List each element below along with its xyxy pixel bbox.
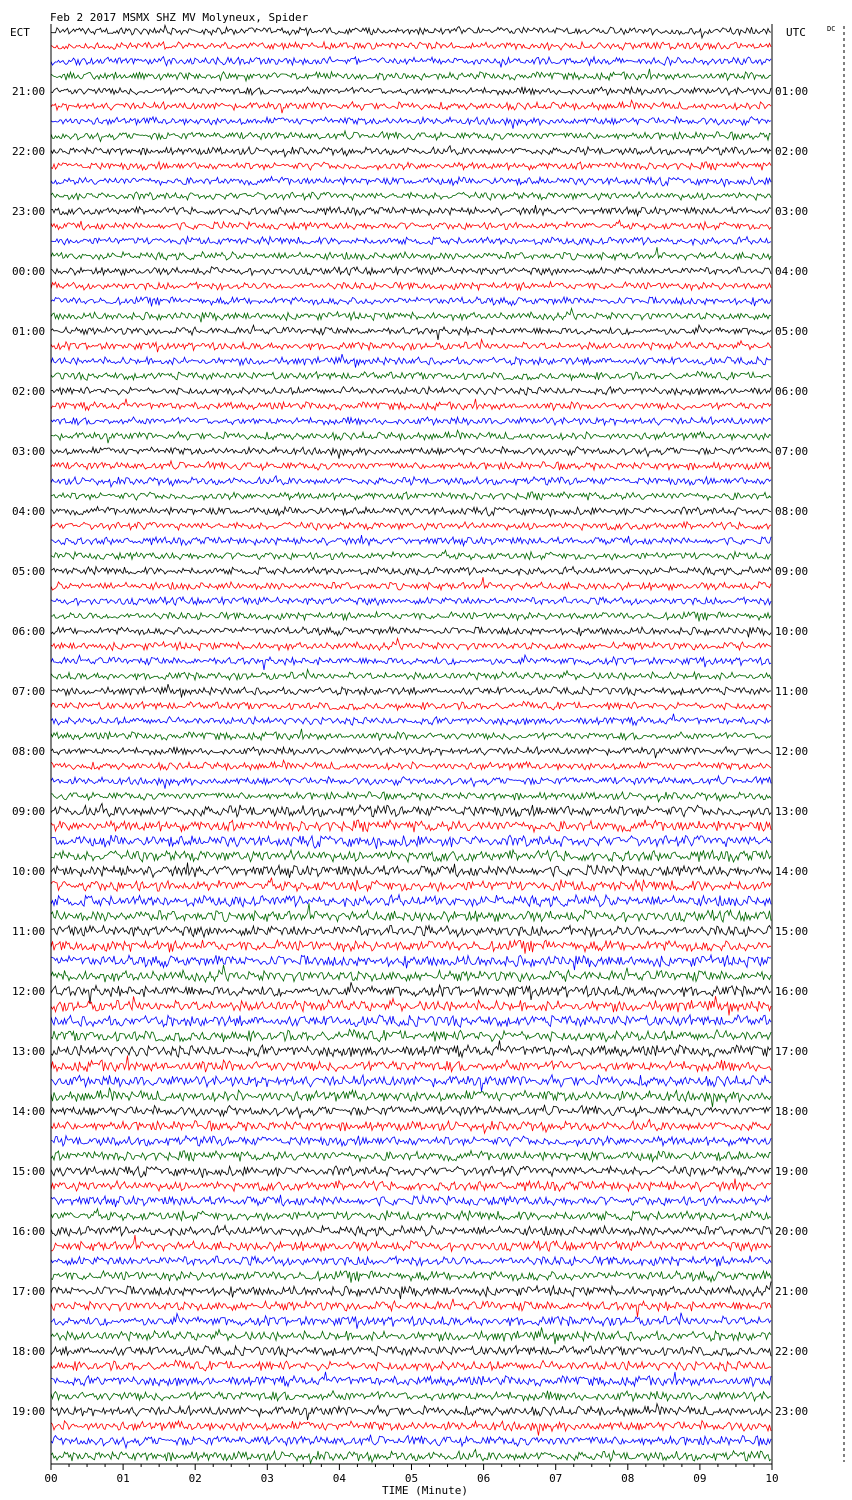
x-tick-label: 04 xyxy=(332,1472,347,1485)
x-tick-label: 08 xyxy=(621,1472,635,1485)
x-tick-label: 02 xyxy=(188,1472,202,1485)
right-hour-label: 06:00 xyxy=(775,385,809,398)
right-hour-label: 04:00 xyxy=(775,265,809,278)
right-hour-label: 19:00 xyxy=(775,1165,809,1178)
left-hour-label: 02:00 xyxy=(12,385,46,398)
x-tick-label: 06 xyxy=(476,1472,491,1485)
left-hour-label: 01:00 xyxy=(12,325,46,338)
left-hour-label: 10:00 xyxy=(12,865,46,878)
left-hour-label: 03:00 xyxy=(12,445,46,458)
left-hour-label: 08:00 xyxy=(12,745,46,758)
left-hour-label: 17:00 xyxy=(12,1285,46,1298)
left-hour-label: 19:00 xyxy=(12,1405,46,1418)
right-hour-label: 01:00 xyxy=(775,85,809,98)
chart-title: Feb 2 2017 MSMX SHZ MV Molyneux, Spider xyxy=(50,11,309,24)
left-hour-label: 22:00 xyxy=(12,145,46,158)
left-hour-label: 11:00 xyxy=(12,925,46,938)
x-tick-label: 07 xyxy=(549,1472,563,1485)
right-hour-label: 23:00 xyxy=(775,1405,809,1418)
right-timezone-label: UTC xyxy=(786,26,806,39)
left-hour-label: 13:00 xyxy=(12,1045,46,1058)
left-hour-label: 21:00 xyxy=(12,85,46,98)
right-hour-label: 09:00 xyxy=(775,565,809,578)
left-hour-label: 12:00 xyxy=(12,985,46,998)
right-hour-label: 17:00 xyxy=(775,1045,809,1058)
right-hour-label: 10:00 xyxy=(775,625,809,638)
right-hour-label: 11:00 xyxy=(775,685,809,698)
right-hour-label: 22:00 xyxy=(775,1345,809,1358)
left-hour-label: 18:00 xyxy=(12,1345,46,1358)
left-hour-label: 15:00 xyxy=(12,1165,46,1178)
x-tick-label: 10 xyxy=(765,1472,779,1485)
right-hour-label: 20:00 xyxy=(775,1225,809,1238)
right-hour-label: 12:00 xyxy=(775,745,809,758)
left-hour-label: 04:00 xyxy=(12,505,46,518)
x-axis-label: TIME (Minute) xyxy=(381,1484,469,1497)
left-hour-label: 09:00 xyxy=(12,805,46,818)
dc-label: DC xyxy=(827,25,836,33)
left-hour-label: 14:00 xyxy=(12,1105,46,1118)
left-hour-label: 05:00 xyxy=(12,565,46,578)
right-hour-label: 07:00 xyxy=(775,445,809,458)
x-tick-label: 09 xyxy=(693,1472,707,1485)
left-timezone-label: ECT xyxy=(10,26,30,39)
left-hour-label: 00:00 xyxy=(12,265,46,278)
right-hour-label: 08:00 xyxy=(775,505,809,518)
right-hour-label: 05:00 xyxy=(775,325,809,338)
x-tick-label: 03 xyxy=(260,1472,274,1485)
x-tick-label: 05 xyxy=(404,1472,419,1485)
left-hour-label: 16:00 xyxy=(12,1225,46,1238)
right-hour-label: 21:00 xyxy=(775,1285,809,1298)
right-hour-label: 16:00 xyxy=(775,985,809,998)
left-hour-label: 07:00 xyxy=(12,685,46,698)
left-hour-label: 23:00 xyxy=(12,205,46,218)
right-hour-label: 15:00 xyxy=(775,925,809,938)
right-hour-label: 14:00 xyxy=(775,865,809,878)
right-hour-label: 03:00 xyxy=(775,205,809,218)
right-hour-label: 13:00 xyxy=(775,805,809,818)
left-hour-label: 06:00 xyxy=(12,625,46,638)
right-hour-label: 02:00 xyxy=(775,145,809,158)
x-tick-label: 00 xyxy=(44,1472,58,1485)
x-tick-label: 01 xyxy=(116,1472,130,1485)
right-hour-label: 18:00 xyxy=(775,1105,809,1118)
